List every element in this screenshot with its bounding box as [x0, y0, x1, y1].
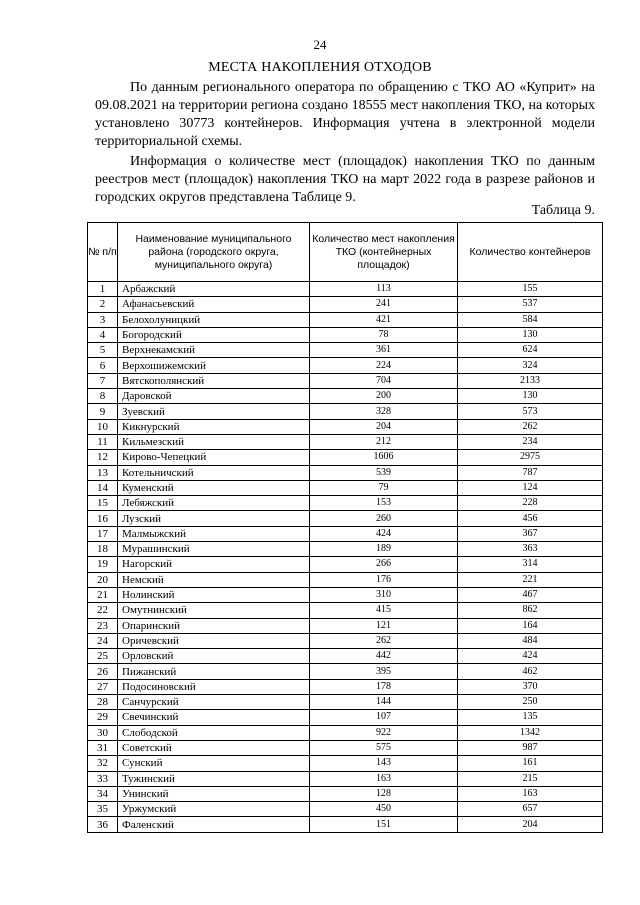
containers-count: 370 — [458, 679, 603, 694]
table-header-row — [88, 223, 603, 282]
district-name: Кирово-Чепецкий — [118, 450, 310, 465]
containers-count: 2133 — [458, 373, 603, 388]
district-name: Фаленский — [118, 817, 310, 832]
district-name: Унинский — [118, 786, 310, 801]
containers-count: 130 — [458, 327, 603, 342]
sites-count: 328 — [310, 404, 458, 419]
containers-count: 262 — [458, 419, 603, 434]
district-name: Афанасьевский — [118, 297, 310, 312]
district-name: Куменский — [118, 480, 310, 495]
district-name: Сунский — [118, 756, 310, 771]
district-name: Нагорский — [118, 557, 310, 572]
row-number: 27 — [88, 679, 118, 694]
table-row — [88, 404, 603, 419]
sites-count: 153 — [310, 496, 458, 511]
sites-count: 107 — [310, 710, 458, 725]
table-row — [88, 297, 603, 312]
containers-count: 584 — [458, 312, 603, 327]
sites-count: 266 — [310, 557, 458, 572]
row-number: 14 — [88, 480, 118, 495]
district-name: Котельничский — [118, 465, 310, 480]
district-name: Зуевский — [118, 404, 310, 419]
district-name: Омутнинский — [118, 603, 310, 618]
containers-count: 537 — [458, 297, 603, 312]
table-row — [88, 740, 603, 755]
row-number: 21 — [88, 587, 118, 602]
district-name: Свечинский — [118, 710, 310, 725]
sites-count: 361 — [310, 343, 458, 358]
containers-count: 456 — [458, 511, 603, 526]
table-row — [88, 526, 603, 541]
containers-count: 424 — [458, 649, 603, 664]
district-name: Верхошижемский — [118, 358, 310, 373]
containers-count: 135 — [458, 710, 603, 725]
row-number: 31 — [88, 740, 118, 755]
sites-count: 163 — [310, 771, 458, 786]
table-row — [88, 389, 603, 404]
row-number: 11 — [88, 434, 118, 449]
sites-count: 241 — [310, 297, 458, 312]
table-row — [88, 327, 603, 342]
header-sites-count: Количество мест накопления ТКО (контейнерных площадок) — [310, 223, 458, 282]
containers-count: 221 — [458, 572, 603, 587]
table-row — [88, 358, 603, 373]
containers-count: 624 — [458, 343, 603, 358]
containers-count: 314 — [458, 557, 603, 572]
row-number: 10 — [88, 419, 118, 434]
table-row — [88, 771, 603, 786]
sites-count: 189 — [310, 542, 458, 557]
sites-count: 922 — [310, 725, 458, 740]
table-row — [88, 633, 603, 648]
row-number: 1 — [88, 282, 118, 297]
header-containers-count: Количество контейнеров — [458, 223, 603, 282]
sites-count: 178 — [310, 679, 458, 694]
table-row — [88, 419, 603, 434]
containers-count: 163 — [458, 786, 603, 801]
section-heading: МЕСТА НАКОПЛЕНИЯ ОТХОДОВ — [208, 60, 432, 75]
district-name: Орловский — [118, 649, 310, 664]
containers-count: 124 — [458, 480, 603, 495]
containers-count: 215 — [458, 771, 603, 786]
table-caption: Таблица 9. — [531, 203, 595, 218]
table-row — [88, 603, 603, 618]
header-number: № п/п — [88, 223, 118, 282]
waste-sites-table — [87, 222, 603, 833]
sites-count: 200 — [310, 389, 458, 404]
row-number: 34 — [88, 786, 118, 801]
sites-count: 128 — [310, 786, 458, 801]
table-row — [88, 343, 603, 358]
containers-count: 462 — [458, 664, 603, 679]
row-number: 8 — [88, 389, 118, 404]
containers-count: 155 — [458, 282, 603, 297]
sites-count: 421 — [310, 312, 458, 327]
sites-count: 151 — [310, 817, 458, 832]
row-number: 2 — [88, 297, 118, 312]
row-number: 23 — [88, 618, 118, 633]
containers-count: 363 — [458, 542, 603, 557]
table-row — [88, 496, 603, 511]
row-number: 4 — [88, 327, 118, 342]
sites-count: 395 — [310, 664, 458, 679]
row-number: 15 — [88, 496, 118, 511]
containers-count: 787 — [458, 465, 603, 480]
district-name: Оричевский — [118, 633, 310, 648]
district-name: Богородский — [118, 327, 310, 342]
row-number: 26 — [88, 664, 118, 679]
table-row — [88, 802, 603, 817]
row-number: 28 — [88, 695, 118, 710]
sites-count: 260 — [310, 511, 458, 526]
district-name: Опаринский — [118, 618, 310, 633]
row-number: 9 — [88, 404, 118, 419]
sites-count: 424 — [310, 526, 458, 541]
table-row — [88, 756, 603, 771]
sites-count: 442 — [310, 649, 458, 664]
containers-count: 228 — [458, 496, 603, 511]
district-name: Пижанский — [118, 664, 310, 679]
row-number: 29 — [88, 710, 118, 725]
district-name: Белохолуницкий — [118, 312, 310, 327]
district-name: Кикнурский — [118, 419, 310, 434]
district-name: Подосиновский — [118, 679, 310, 694]
table-row — [88, 450, 603, 465]
row-number: 33 — [88, 771, 118, 786]
table-row — [88, 725, 603, 740]
table-row — [88, 373, 603, 388]
table-row — [88, 817, 603, 832]
containers-count: 161 — [458, 756, 603, 771]
row-number: 32 — [88, 756, 118, 771]
table-body — [88, 282, 603, 833]
table-row — [88, 679, 603, 694]
sites-count: 113 — [310, 282, 458, 297]
table-row — [88, 695, 603, 710]
containers-count: 250 — [458, 695, 603, 710]
table-row — [88, 511, 603, 526]
district-name: Лебяжский — [118, 496, 310, 511]
containers-count: 2975 — [458, 450, 603, 465]
district-name: Нолинский — [118, 587, 310, 602]
row-number: 25 — [88, 649, 118, 664]
containers-count: 164 — [458, 618, 603, 633]
district-name: Слободской — [118, 725, 310, 740]
table-row — [88, 649, 603, 664]
sites-count: 262 — [310, 633, 458, 648]
containers-count: 573 — [458, 404, 603, 419]
table-row — [88, 587, 603, 602]
table-row — [88, 572, 603, 587]
sites-count: 176 — [310, 572, 458, 587]
sites-count: 539 — [310, 465, 458, 480]
table-row — [88, 480, 603, 495]
containers-count: 467 — [458, 587, 603, 602]
containers-count: 484 — [458, 633, 603, 648]
sites-count: 79 — [310, 480, 458, 495]
district-name: Советский — [118, 740, 310, 755]
sites-count: 310 — [310, 587, 458, 602]
table-row — [88, 786, 603, 801]
sites-count: 450 — [310, 802, 458, 817]
table-row — [88, 710, 603, 725]
paragraph-1: По данным регионального оператора по обращению с ТКО АО «Куприт» на 09.08.2021 на территории региона создано 18555 мест накопления ТКО, на которых установлено 30773 контейнеров. Информация учтена в электронной модели территориальной схемы. — [95, 80, 595, 149]
row-number: 35 — [88, 802, 118, 817]
row-number: 24 — [88, 633, 118, 648]
paragraph-2: Информация о количестве мест (площадок) накопления ТКО по данным реестров мест (площадок) накопления ТКО на март 2022 года в разрезе районов и городских округов представлена Таблице 9. — [95, 154, 595, 205]
district-name: Малмыжский — [118, 526, 310, 541]
district-name: Лузский — [118, 511, 310, 526]
district-name: Кильмезский — [118, 434, 310, 449]
row-number: 30 — [88, 725, 118, 740]
sites-count: 78 — [310, 327, 458, 342]
district-name: Арбажский — [118, 282, 310, 297]
table-row — [88, 282, 603, 297]
table-row — [88, 664, 603, 679]
containers-count: 130 — [458, 389, 603, 404]
row-number: 36 — [88, 817, 118, 832]
containers-count: 987 — [458, 740, 603, 755]
district-name: Санчурский — [118, 695, 310, 710]
containers-count: 657 — [458, 802, 603, 817]
row-number: 19 — [88, 557, 118, 572]
containers-count: 1342 — [458, 725, 603, 740]
sites-count: 704 — [310, 373, 458, 388]
row-number: 17 — [88, 526, 118, 541]
district-name: Мурашинский — [118, 542, 310, 557]
table-row — [88, 465, 603, 480]
row-number: 7 — [88, 373, 118, 388]
district-name: Вятскополянский — [118, 373, 310, 388]
table-row — [88, 618, 603, 633]
sites-count: 143 — [310, 756, 458, 771]
row-number: 22 — [88, 603, 118, 618]
table-row — [88, 312, 603, 327]
sites-count: 121 — [310, 618, 458, 633]
row-number: 5 — [88, 343, 118, 358]
containers-count: 204 — [458, 817, 603, 832]
table-row — [88, 557, 603, 572]
sites-count: 575 — [310, 740, 458, 755]
row-number: 6 — [88, 358, 118, 373]
row-number: 16 — [88, 511, 118, 526]
containers-count: 324 — [458, 358, 603, 373]
sites-count: 212 — [310, 434, 458, 449]
page-number: 24 — [313, 37, 327, 52]
containers-count: 234 — [458, 434, 603, 449]
row-number: 20 — [88, 572, 118, 587]
district-name: Верхнекамский — [118, 343, 310, 358]
district-name: Даровской — [118, 389, 310, 404]
sites-count: 415 — [310, 603, 458, 618]
containers-count: 862 — [458, 603, 603, 618]
row-number: 12 — [88, 450, 118, 465]
row-number: 13 — [88, 465, 118, 480]
table-row — [88, 434, 603, 449]
sites-count: 144 — [310, 695, 458, 710]
sites-count: 204 — [310, 419, 458, 434]
sites-count: 224 — [310, 358, 458, 373]
district-name: Тужинский — [118, 771, 310, 786]
containers-count: 367 — [458, 526, 603, 541]
row-number: 18 — [88, 542, 118, 557]
district-name: Немский — [118, 572, 310, 587]
district-name: Уржумский — [118, 802, 310, 817]
header-district: Наименование муниципального района (городского округа, муниципального округа) — [118, 223, 310, 282]
table-row — [88, 542, 603, 557]
sites-count: 1606 — [310, 450, 458, 465]
row-number: 3 — [88, 312, 118, 327]
